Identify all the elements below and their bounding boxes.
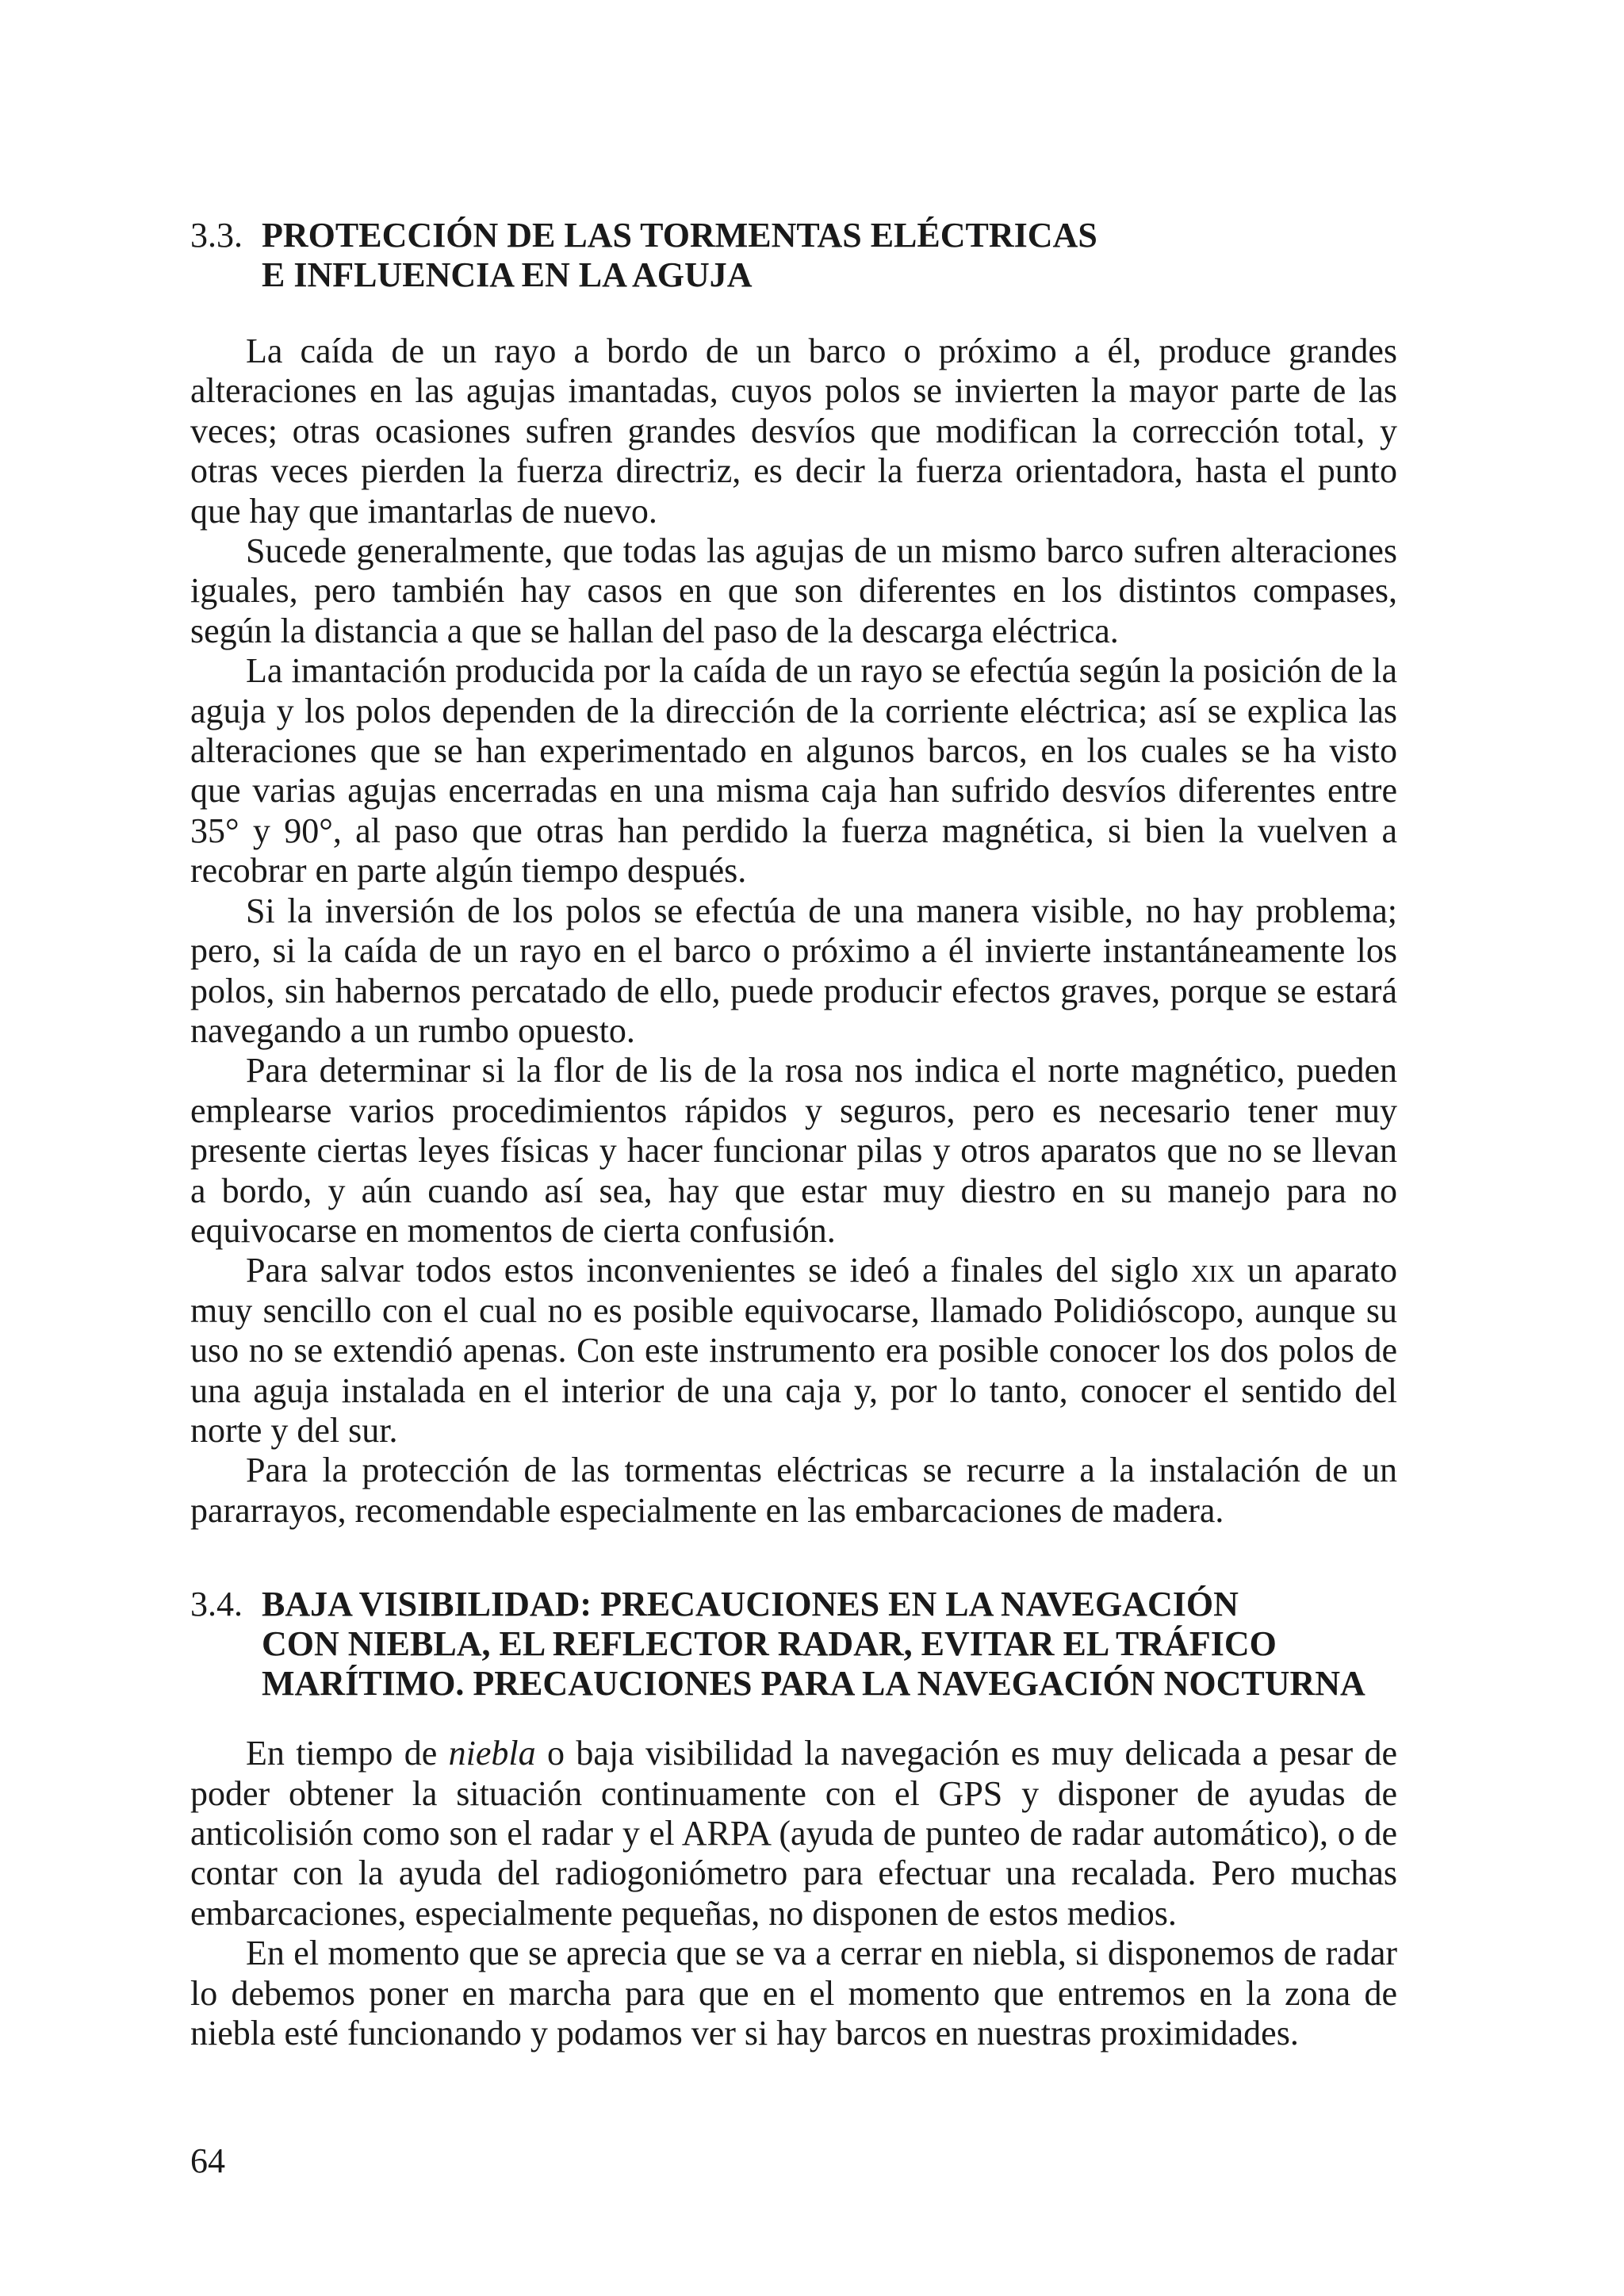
section-title-line: CON NIEBLA, EL REFLECTOR RADAR, EVITAR EL TRÁFICO [262, 1624, 1277, 1664]
paragraph-text: Para salvar todos estos inconvenientes se ideó a finales del siglo [246, 1251, 1191, 1290]
century-numeral: xix [1190, 1251, 1235, 1290]
paragraph: Para la protección de las tormentas eléctricas se recurre a la instalación de un pararrayos, recomendable especialmente en las embarcaciones de madera. [190, 1451, 1397, 1530]
paragraph: Si la inversión de los polos se efectúa de una manera visible, no hay problema; pero, si la caída de un rayo en el barco o próximo a él invierte instantáneamente los polos, sin habernos percatado de ello, puede producir efectos graves, porque se estará navegando a un rumbo opuesto. [190, 891, 1397, 1050]
paragraph-text: o baja visibilidad la navegación es muy delicada a pesar de poder obtener la situación continuamente con el GPS y disponer de ayudas de anticolisión como son el radar y el ARPA (ayuda de punteo de radar automático), o de contar con la ayuda del radiogoniómetro para efectuar una recalada. Pero muchas embarcaciones, especialmente pequeñas, no disponen de estos medios. [190, 1734, 1398, 1933]
paragraph: Sucede generalmente, que todas las agujas de un mismo barco sufren alteraciones iguales, pero también hay casos en que son diferentes en los distintos compases, según la distancia a que se hallan del paso de la descarga eléctrica. [190, 531, 1397, 650]
section-title-line: MARÍTIMO. PRECAUCIONES PARA LA NAVEGACIÓN NOCTURNA [262, 1664, 1365, 1704]
section-title-line: PROTECCIÓN DE LAS TORMENTAS ELÉCTRICAS [262, 216, 1097, 255]
section-heading [190, 1585, 1397, 1704]
paragraph [190, 1734, 1397, 1934]
section-body [190, 332, 1397, 1531]
section-title [262, 1585, 1397, 1704]
section-3-3 [190, 216, 1397, 1531]
section-3-4 [190, 1585, 1397, 2053]
page-number: 64 [190, 2141, 225, 2180]
page-content [190, 216, 1397, 2053]
section-number: 3.4. [190, 1585, 243, 1624]
paragraph: La imantación producida por la caída de un rayo se efectúa según la posición de la aguja y los polos dependen de la dirección de la corriente eléctrica; así se explica las alteraciones que se han experimentado en algunos barcos, en los cuales se ha visto que varias agujas encerradas en una misma caja han sufrido desvíos diferentes entre 35° y 90°, al paso que otras han perdido la fuerza magnética, si bien la vuelven a recobrar en parte algún tiempo después. [190, 651, 1397, 891]
section-title-line: BAJA VISIBILIDAD: PRECAUCIONES EN LA NAVEGACIÓN [262, 1585, 1239, 1624]
italic-term: niebla [448, 1734, 536, 1773]
paragraph: La caída de un rayo a bordo de un barco o próximo a él, produce grandes alteraciones en las agujas imantadas, cuyos polos se invierten la mayor parte de las veces; otras ocasiones sufren grandes desvíos que modifican la corrección total, y otras veces pierden la fuerza directriz, es decir la fuerza orientadora, hasta el punto que hay que imantarlas de nuevo. [190, 332, 1397, 531]
section-number: 3.3. [190, 216, 243, 255]
paragraph: En el momento que se aprecia que se va a cerrar en niebla, si disponemos de radar lo debemos poner en marcha para que en el momento que entremos en la zona de niebla esté funcionando y podamos ver si hay barcos en nuestras proximidades. [190, 1934, 1397, 2053]
paragraph: Para determinar si la flor de lis de la rosa nos indica el norte magnético, pueden emplearse varios procedimientos rápidos y seguros, pero es necesario tener muy presente ciertas leyes físicas y hacer funcionar pilas y otros aparatos que no se llevan a bordo, y aún cuando así sea, hay que estar muy diestro en su manejo para no equivocarse en momentos de cierta confusión. [190, 1051, 1397, 1250]
section-title-line: E INFLUENCIA EN LA AGUJA [262, 255, 753, 294]
section-title [262, 216, 1397, 295]
section-body [190, 1734, 1397, 2053]
paragraph-text: un aparato muy sencillo con el cual no es posible equivocarse, llamado Polidióscopo, aunque su uso no se extendió apenas. Con este instrumento era posible conocer los dos polos de una aguja instalada en el interior de una caja y, por lo tanto, conocer el sentido del norte y del sur. [190, 1251, 1398, 1450]
paragraph-text: En tiempo de [246, 1734, 449, 1773]
paragraph [190, 1251, 1397, 1451]
section-heading [190, 216, 1397, 295]
